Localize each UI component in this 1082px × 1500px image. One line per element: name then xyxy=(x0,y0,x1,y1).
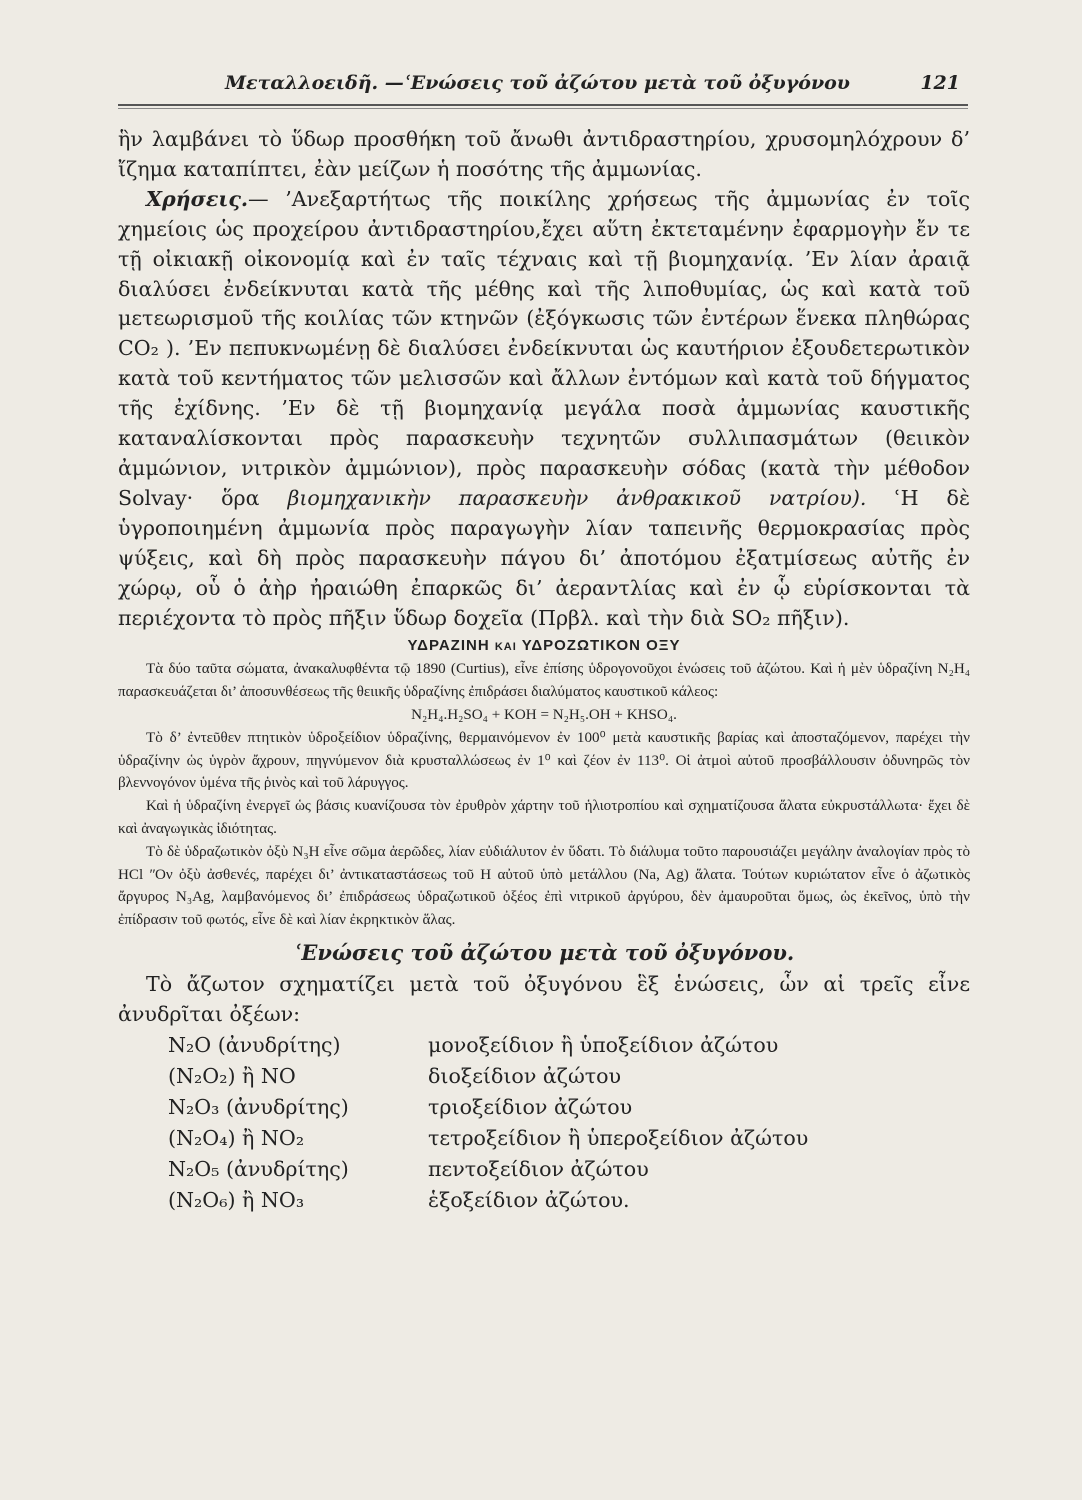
table-row xyxy=(168,1154,808,1185)
running-header xyxy=(225,68,970,100)
paragraph-hydrazoic-acid: Τὸ δὲ ὑδραζωτικὸν ὀξὺ N₃H εἶνε σῶμα ἀερῶδες, λίαν εὐδιάλυτον ἐν ὕδατι. Τὸ διάλυμα τοῦτο παρουσιάζει μεγάλην ἀναλογίαν πρὸς τὸ HCl ʺΟν ὀξὺ ἀσθενές, παρέχει δι’ ἀντικαταστάσεως τοῦ H αὐτοῦ ὑπὸ μετάλλου (Na, Ag) ἅλατα. Τούτων κυριώτατον εἶνε ὁ ἀζωτικὸς ἄργυρος N₃Ag, λαμβανόμενος δι’ ἐπιδράσεως ὑδραζωτικοῦ ὀξέος ἐπὶ νιτρικοῦ ἀργύρου, δὲν ἀμαυροῦται ὅμως, ὡς ἐκεῖνος, ὑπὸ τὴν ἐπίδρασιν τοῦ φωτός, εἶνε δὲ καὶ λίαν ἐκρηκτικὸν ἅλας. xyxy=(118,843,970,929)
paragraph-uses xyxy=(118,185,970,634)
table-row xyxy=(168,1185,808,1216)
paragraph-hydrazine-2: Τὸ δ’ ἐντεῦθεν πτητικὸν ὑδροξείδιον ὑδραζίνης, θερμαινόμενον ἐν 100⁰ μετὰ καυστικῆς βαρίας καὶ ἀποσταζόμενον, παρέχει τὴν ὑδραζίνην ὡς ὑγρὸν ἄχρουν, πηγνύμενον διὰ κρυσταλλώσεως ἐν 1⁰ καὶ ζέον ἐν 113⁰. Οἱ ἀτμοὶ αὐτοῦ προσβάλλουσιν ὀδυνηρῶς τὸν βλεννογόνον ὑμένα τῆς ῥινὸς καὶ τοῦ λάρυγγος. xyxy=(118,729,970,792)
table-row xyxy=(168,1061,808,1092)
heading-kai: ΚΑΙ xyxy=(494,641,517,654)
oxide-formula: (N₂O₆) ἢ NO₃ xyxy=(168,1188,305,1213)
section-heading-oxides: ʿΕνώσεις τοῦ ἀζώτου μετὰ τοῦ ὀξυγόνου. xyxy=(293,939,795,965)
paragraph-hydrazine-1: Τὰ δύο ταῦτα σώματα, ἀνακαλυφθέντα τῷ 1890 (Curtius), εἶνε ἐπίσης ὑδρογονοῦχοι ἑνώσεις τοῦ ἀζώτου. Καὶ ἡ μὲν ὑδραζίνη N₂H₄ παρασκευάζεται δι’ ἀποσυνθέσεως τῆς θειικῆς ὑδραζίνης ἐπιδράσει διαλύματος καυστικοῦ κάλεος: xyxy=(118,661,970,701)
paragraph-hydrazine-3: Καὶ ἡ ὑδραζίνη ἐνεργεῖ ὡς βάσις κυανίζουσα τὸν ἐρυθρὸν χάρτην τοῦ ἡλιοτροπίου καὶ σχηματίζουσα ἅλατα εὐκρυστάλλωτα· ἔχει δὲ καὶ ἀναγωγικὰς ἰδιότητας. xyxy=(118,798,970,837)
uses-reference: βιομηχανικὴν παρασκευὴν ἀνθρακικοῦ νατρίου). xyxy=(287,485,867,510)
oxide-formula: (N₂O₂) ἢ NO xyxy=(168,1064,296,1089)
equation: N₂H₄.H₂SO₄ + KOH = N₂H₅.OH + KHSO₄. xyxy=(411,707,677,723)
oxide-name: ἑξοξείδιον ἀζώτου. xyxy=(428,1188,630,1213)
uses-text: — ’Ανεξαρτήτως τῆς ποικίλης χρήσεως τῆς ἀμμωνίας ἐν τοῖς χημείοις ὡς προχείρου ἀντιδραστηρίου,ἔχει αὕτη ἐκτεταμένην ἐφαρμογὴν ἔν τε τῇ οἰκιακῇ οἰκονομίᾳ καὶ ἐν ταῖς τέχναις καὶ τῇ βιομηχανίᾳ. ’Εν λίαν ἀραιᾷ διαλύσει ἐνδείκνυται κατὰ τῆς μέθης καὶ τῆς λιποθυμίας, ὡς καὶ κατὰ τοῦ μετεωρισμοῦ τῆς κοιλίας τῶν κτηνῶν (ἐξόγκωσις τῶν ἐντέρων ἕνεκα πληθώρας CO₂ ). ’Εν πεπυκνωμένῃ δὲ διαλύσει ἐνδείκνυται ὡς καυτήριον ἐξουδετερωτικὸν κατὰ τοῦ κεντήματος τῶν μελισσῶν καὶ ἄλλων ἐντόμων καὶ κατὰ τοῦ δήγματος τῆς ἐχίδνης. ’Εν δὲ τῇ βιομηχανίᾳ μεγάλα ποσὰ ἀμμωνίας καυστικῆς καταναλίσκονται πρὸς παρασκευὴν τεχνητῶν συλλιπασμάτων (θειικὸν ἀμμώνιον, νιτρικὸν ἀμμώνιον), πρὸς παρασκευὴν σόδας (κατὰ τὴν μέθοδον Solvay· ὅρα xyxy=(118,186,970,510)
heading-part-a: ΥΔΡΑΖΙΝΗ xyxy=(407,637,490,655)
oxide-name: τετροξείδιον ἢ ὑπεροξείδιον ἀζώτου xyxy=(428,1126,809,1151)
page-body xyxy=(118,125,970,1216)
paragraph-oxides-intro: Τὸ ἄζωτον σχηματίζει μετὰ τοῦ ὀξυγόνου ἓξ ἑνώσεις, ὧν αἱ τρεῖς εἶνε ἀνυδρῖται ὀξέων: xyxy=(118,971,970,1026)
page-number: 121 xyxy=(920,72,960,94)
oxides-table xyxy=(168,1030,808,1216)
oxide-formula: N₂O (ἀνυδρίτης) xyxy=(168,1033,341,1058)
uses-text-2: ʿΗ δὲ ὑγροποιημένη ἀμμωνία πρὸς παραγωγὴν λίαν ταπεινῆς θερμοκρασίας πρὸς ψύξεις, καὶ δὴ πρὸς παρασκευὴν πάγου δι’ ἀποτόμου ἐξατμίσεως αὐτῆς ἐν χώρῳ, οὗ ὁ ἀὴρ ἠραιώθη ἐπαρκῶς δι’ ἀεραντλίας καὶ ἐν ᾧ εὑρίσκονται τὰ περιέχοντα τὸ πρὸς πῆξιν ὕδωρ δοχεῖα (Πρβλ. καὶ τὴν διὰ SO₂ πῆξιν). xyxy=(118,485,970,630)
oxide-formula: (N₂O₄) ἢ NO₂ xyxy=(168,1126,305,1151)
header-rule-thin xyxy=(118,108,968,109)
oxide-name: διοξείδιον ἀζώτου xyxy=(428,1064,622,1089)
heading-part-b: ΥΔΡΟΖΩΤΙΚΟΝ ΟΞΥ xyxy=(521,637,681,655)
table-row xyxy=(168,1123,808,1154)
running-title: Μεταλλοειδῆ. —ʿΕνώσεις τοῦ ἀζώτου μετὰ τοῦ ὀξυγόνου xyxy=(225,72,850,94)
oxide-formula: N₂O₃ (ἀνυδρίτης) xyxy=(168,1095,349,1120)
oxide-name: μονοξείδιον ἢ ὑποξείδιον ἀζώτου xyxy=(428,1033,779,1058)
oxide-name: τριοξείδιον ἀζώτου xyxy=(428,1095,633,1120)
oxide-name: πεντοξείδιον ἀζώτου xyxy=(428,1157,649,1182)
paragraph-continuation: ἣν λαμβάνει τὸ ὕδωρ προσθήκη τοῦ ἄνωθι ἀντιδραστηρίου, χρυσομηλόχρουν δ’ ἴζημα καταπίπτει, ἐὰν μείζων ἡ ποσότης τῆς ἀμμωνίας. xyxy=(118,127,970,181)
table-row xyxy=(168,1092,808,1123)
oxide-formula: N₂O₅ (ἀνυδρίτης) xyxy=(168,1157,349,1182)
uses-label: Χρήσεις. xyxy=(146,186,249,211)
header-rule xyxy=(118,104,968,106)
section-heading-hydrazine xyxy=(118,637,970,654)
table-row xyxy=(168,1030,808,1061)
